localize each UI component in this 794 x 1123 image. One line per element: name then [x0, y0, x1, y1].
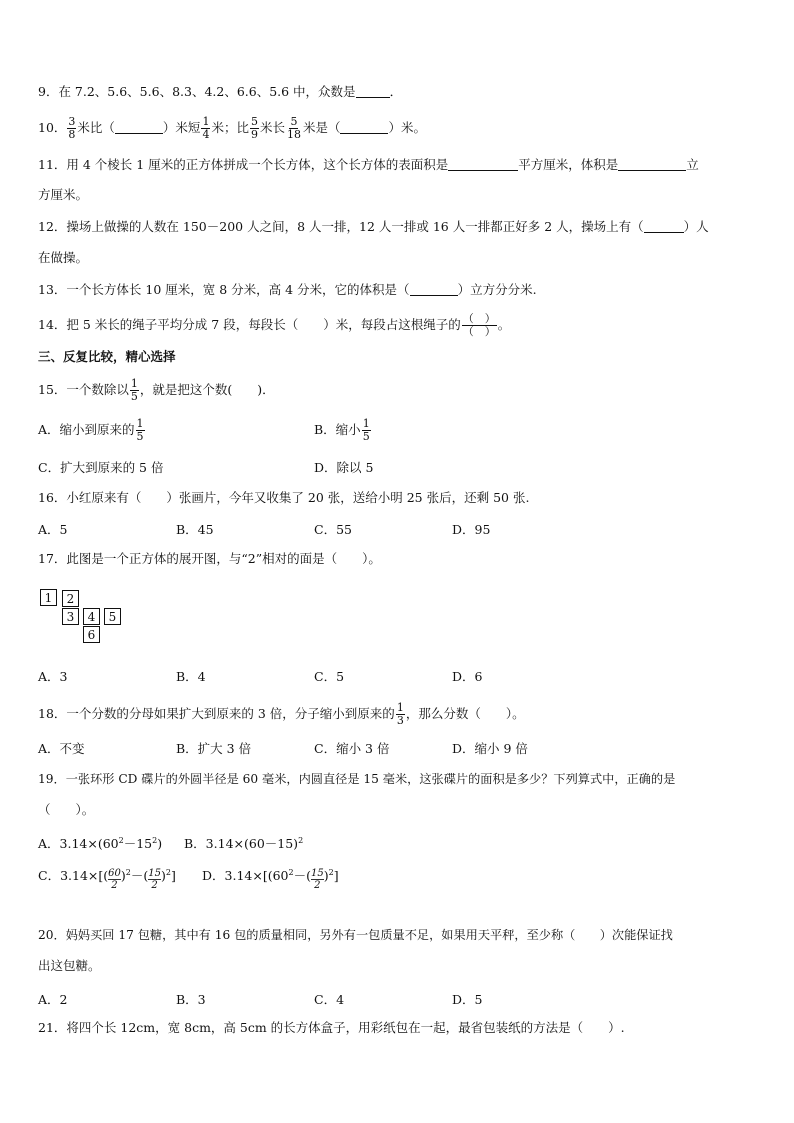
question-21: 21．将四个长 12cm，宽 8cm，高 5cm 的长方体盒子，用彩纸包在一起，最省包装纸的方法是（ ）.	[38, 1020, 625, 1035]
fraction: $\frac{1}{4}$	[202, 115, 210, 141]
option-c[interactable]: C．55	[314, 522, 352, 537]
fraction: $\frac{1}{5}$	[130, 377, 138, 403]
fraction: $\frac{15}{2}$	[310, 868, 324, 891]
fraction: $\frac{3}{8}$	[68, 115, 76, 141]
question-17: 17．此图是一个正方体的展开图，与“2”相对的面是（ ）。	[38, 551, 381, 566]
question-15: 15．一个数除以 $\frac{1}{5}$ ，就是把这个数( )．	[38, 377, 275, 403]
question-20: 20．妈妈买回 17 包糖，其中有 16 包的质量相同，另外有一包质量不足，如果用天平秤，至少称（ ）次能保证找	[38, 928, 673, 942]
option-b[interactable]: B．缩小 $\frac{1}{5}$	[314, 417, 370, 443]
q11-blank-2[interactable]	[618, 158, 686, 171]
question-14: 14．把 5 米长的绳子平均分成 7 段，每段长（ ）米，每段占这根绳子的 $\frac{( )}{( )}$ 。	[38, 312, 511, 338]
option-d[interactable]: D．除以 5	[314, 460, 374, 475]
q11-blank-1[interactable]	[448, 158, 518, 171]
question-11: 11．用 4 个棱长 1 厘米的正方体拼成一个长方体，这个长方体的表面积是 平方厘米，体积是 立	[38, 157, 699, 172]
option-d[interactable]: D．6	[452, 669, 483, 684]
net-face-3: 3	[62, 608, 79, 625]
q9-text: 9．在 7.2、5.6、5.6、8.3、4.2、6.6、5.6 中，众数是	[38, 84, 356, 99]
question-13: 13．一个长方体长 10 厘米，宽 8 分米，高 4 分米，它的体积是（ ）立方分分米.	[38, 282, 537, 297]
fraction: $\frac{5}{9}$	[250, 115, 258, 141]
option-b[interactable]: B．3	[176, 992, 206, 1007]
option-d[interactable]: D．$3.14\times[(60^2-$( $\frac{15}{2}$ )$^2$]	[202, 868, 339, 891]
option-a[interactable]: A．不变	[38, 741, 85, 756]
question-19: 19．一张环形 CD 碟片的外圆半径是 60 毫米，内圆直径是 15 毫米，这张碟片的面积是多少？下列算式中，正确的是	[38, 772, 676, 786]
option-d[interactable]: D．缩小 9 倍	[452, 741, 528, 756]
question-20-cont: 出这包糖。	[38, 958, 101, 973]
question-10: 10． $\frac{3}{8}$ 米比（ ）米短 $\frac{1}{4}$ 米；比 $\frac{5}{9}$ 米长 $\frac{5}{18}$ 米是（ ）米。	[38, 115, 426, 141]
cube-net-diagram	[40, 589, 130, 644]
option-c[interactable]: C．扩大到原来的 5 倍	[38, 460, 164, 475]
question-12-cont: 在做操。	[38, 250, 89, 265]
fraction: $\frac{5}{18}$	[286, 115, 301, 141]
q13-blank[interactable]	[410, 283, 458, 296]
option-d[interactable]: D．5	[452, 992, 483, 1007]
fraction: $\frac{1}{5}$	[362, 417, 370, 443]
net-face-4: 4	[83, 608, 100, 625]
fraction: $\frac{15}{2}$	[148, 868, 161, 891]
q10-blank-1[interactable]	[115, 121, 163, 134]
question-16: 16．小红原来有（ ）张画片，今年又收集了 20 张，送给小明 25 张后，还剩 50 张.	[38, 490, 530, 505]
net-face-2: 2	[62, 590, 79, 607]
option-c[interactable]: C．3.14×[( $\frac{60}{2}$ )$^2$－( $\frac{15}{2}$ )$^2$]	[38, 868, 176, 891]
option-d[interactable]: D．95	[452, 522, 491, 537]
option-b[interactable]: B．扩大 3 倍	[176, 741, 252, 756]
option-a[interactable]: A．2	[38, 992, 68, 1007]
fraction: $\frac{1}{5}$	[136, 417, 144, 443]
option-c[interactable]: C．4	[314, 992, 345, 1007]
option-a[interactable]: A．$3.14\times(60^2-15^2)$	[38, 836, 163, 851]
option-c[interactable]: C．5	[314, 669, 345, 684]
question-9: 9．在 7.2、5.6、5.6、8.3、4.2、6.6、5.6 中，众数是 ．	[38, 84, 403, 99]
option-c[interactable]: C．缩小 3 倍	[314, 741, 390, 756]
option-a[interactable]: A．缩小到原来的 $\frac{1}{5}$	[38, 417, 144, 443]
option-b[interactable]: B．45	[176, 522, 214, 537]
section-heading: 三、反复比较，精心选择	[38, 349, 176, 364]
option-b[interactable]: B．$3.14\times(60-15)^2$	[184, 836, 304, 851]
option-b[interactable]: B．4	[176, 669, 206, 684]
net-face-1: 1	[40, 589, 57, 606]
q9-blank[interactable]	[356, 85, 390, 98]
fraction: $\frac{1}{3}$	[396, 701, 404, 727]
fraction: $\frac{60}{2}$	[108, 868, 121, 891]
q12-blank[interactable]	[644, 220, 684, 233]
option-a[interactable]: A．5	[38, 522, 68, 537]
option-a[interactable]: A．3	[38, 669, 68, 684]
question-19-cont: （ ）。	[38, 802, 95, 817]
question-11-cont: 方厘米。	[38, 187, 89, 202]
question-12: 12．操场上做操的人数在 150－200 人之间，8 人一排，12 人一排或 16 人一排都正好多 2 人，操场上有（ ）人	[38, 219, 709, 234]
blank-fraction[interactable]: $\frac{( )}{( )}$	[462, 312, 496, 338]
net-face-6: 6	[83, 626, 100, 643]
net-face-5: 5	[104, 608, 121, 625]
q10-blank-2[interactable]	[340, 121, 388, 134]
question-18: 18．一个分数的分母如果扩大到原来的 3 倍，分子缩小到原来的 $\frac{1}{3}$ ，那么分数（ ）。	[38, 701, 525, 727]
